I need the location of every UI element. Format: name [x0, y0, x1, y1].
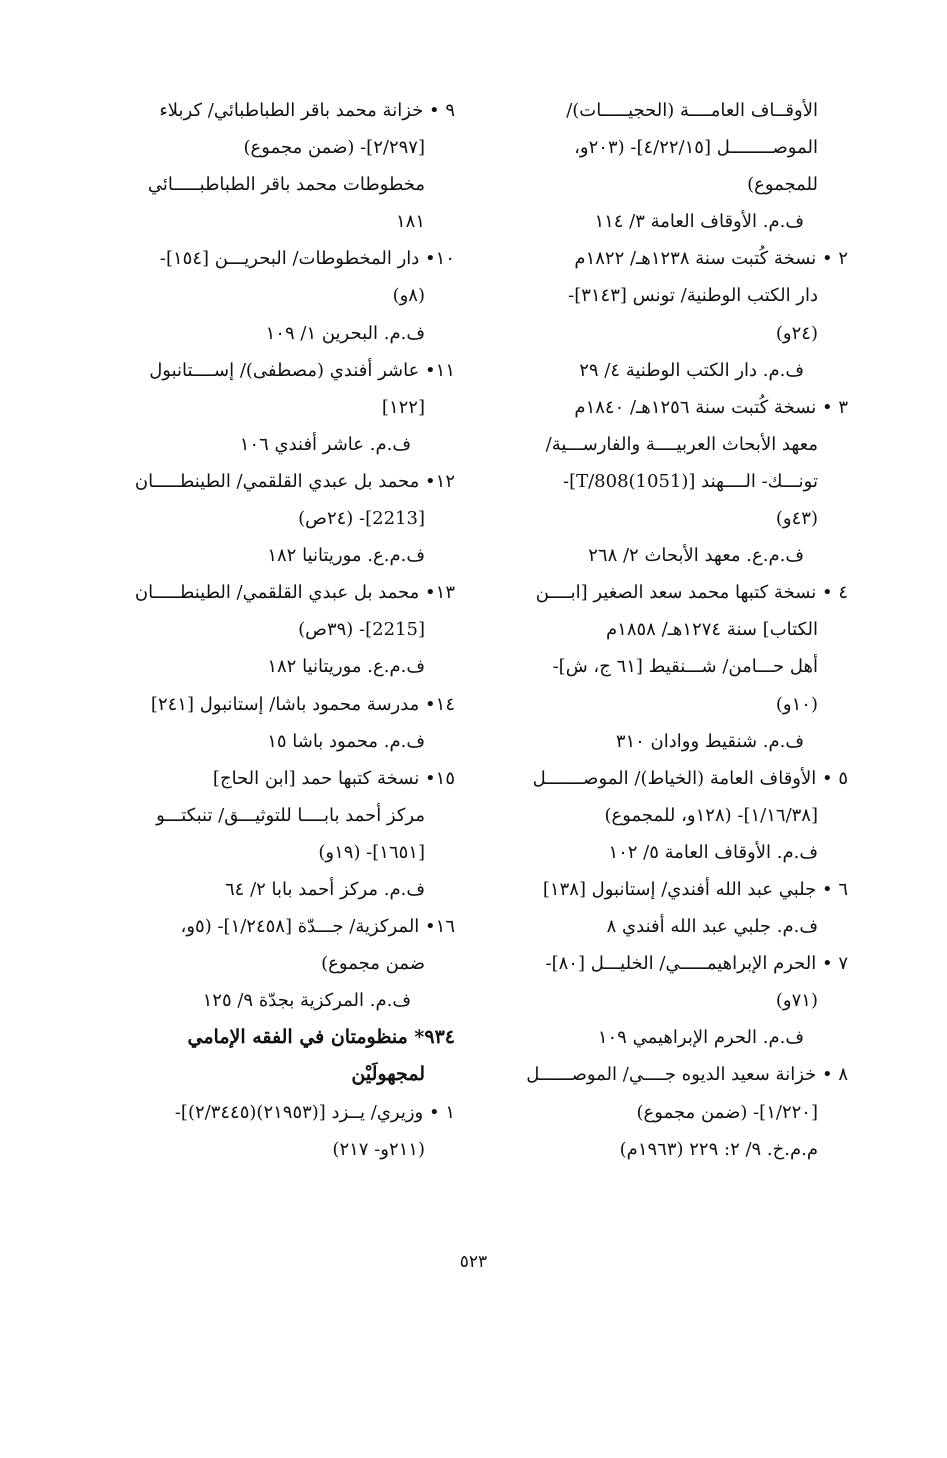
text-line: ف.م. المركزية بجدّة ٩/ ١٢٥: [202, 990, 411, 1012]
text-line: ف.م.ع. معهد الأبحاث ٢/ ٢٦٨: [588, 545, 804, 567]
text-line: [١/٢٢٠]- (ضمن مجموع): [636, 1101, 818, 1123]
entry-heading-line: لمجهولَيْن: [351, 1063, 425, 1086]
text-line: الكتاب] سنة ١٢٧٤هـ/ ١٨٥٨م: [606, 619, 818, 641]
text-line: ف.م. عاشر أفندي ١٠٦: [239, 433, 411, 455]
text-line: مخطوطات محمد باقر الطباطبـــــائي: [147, 174, 425, 196]
text-line: معهد الأبحاث العربيــــة والفارســـية/: [545, 433, 818, 455]
text-line: ١٦• المركزية/ جـــدّة [١/٢٤٥٨]- (٥و،: [180, 916, 455, 938]
text-line: ف.م. جلبي عبد الله أفندي ٨: [606, 916, 818, 938]
text-line: دار الكتب الوطنية/ تونس [٣١٤٣]-: [568, 285, 818, 307]
text-line: [١٦٥١]- (١٩و): [318, 841, 425, 863]
text-line: ف.م. الأوقاف العامة ٥/ ١٠٢: [608, 841, 818, 863]
text-line: الموصــــــــل [٤/٢٢/١٥]- (٢٠٣و،: [574, 137, 818, 159]
text-line: ١ • وزيري/ يــزد [(٢١٩٥٣)(٢/٣٤٤٥)]-: [174, 1101, 455, 1123]
text-line: (١٠و): [775, 693, 818, 715]
text-line: ١٥• نسخة كتبها حمد [ابن الحاج]: [212, 767, 455, 789]
text-line: م.م.خ. ٩/ ٢: ٢٢٩ (١٩٦٣م): [619, 1138, 818, 1160]
text-line: تونـــك- الــــهند [T/808(1051)]-: [562, 470, 818, 492]
text-line: [2215]- (٣٩ص): [298, 619, 425, 641]
text-line: للمجموع): [747, 174, 818, 196]
text-line: ٧ • الحرم الإبراهيمـــــي/ الخليـــل [٨٠]-: [545, 953, 848, 975]
text-line: (٨و): [392, 285, 425, 307]
text-line: [2213]- (٢٤ص): [298, 508, 425, 530]
text-line: [١٢٢]: [381, 396, 425, 418]
text-line: ضمن مجموع): [321, 953, 425, 975]
text-line: ٢ • نسخة كُتبت سنة ١٢٣٨هـ/ ١٨٢٢م: [574, 248, 848, 270]
text-line: [٢/٢٩٧]- (ضمن مجموع): [243, 137, 425, 159]
text-line: ٩ • خزانة محمد باقر الطباطبائي/ كربلاء: [159, 100, 455, 121]
text-line: ف.م.ع. موريتانيا ١٨٢: [267, 545, 425, 567]
text-line: ف.م. مركز أحمد بابا ٢/ ٦٤: [225, 878, 425, 900]
text-line: ف.م.ع. موريتانيا ١٨٢: [267, 656, 425, 678]
entry-heading-line: ٩٣٤* منظومتان في الفقه الإمامي: [187, 1026, 455, 1049]
text-line: ١٢• محمد بل عبدي القلقمي/ الطينطـــــان: [134, 470, 455, 492]
text-line: ف.م. الأوقاف العامة ٣/ ١١٤: [594, 211, 804, 233]
page-number: ٥٢٣: [459, 1252, 488, 1272]
text-line: ف.م. محمود باشا ١٥: [267, 730, 425, 752]
left-column: [95, 92, 455, 1168]
text-line: (٢١١و- ٢١٧): [332, 1138, 425, 1160]
text-line: (٧١و): [775, 990, 818, 1012]
text-line: (٤٣و): [775, 508, 818, 530]
text-line: ٣ • نسخة كُتبت سنة ١٢٥٦هـ/ ١٨٤٠م: [574, 396, 848, 418]
text-line: (٢٤و): [775, 322, 818, 344]
text-line: مركز أحمد بابــــا للتوثيـــق/ تنبكتـــو: [156, 804, 425, 826]
text-line: أهل حـــامن/ شـــنقيط [٦١ ج، ش]-: [552, 656, 818, 678]
text-line: ف.م. الحرم الإبراهيمي ١٠٩: [597, 1027, 804, 1049]
text-line: ١١• عاشر أفندي (مصطفى)/ إســــتانبول: [149, 359, 455, 381]
text-line: الأوقــاف العامــــة (الحجيـــــات)/: [566, 100, 818, 121]
text-line: ٨ • خزانة سعيد الديوه جــــي/ الموصــــــل: [526, 1064, 848, 1086]
text-line: ١٨١: [395, 211, 425, 233]
text-line: ٤ • نسخة كتبها محمد سعد الصغير [ابــــن: [535, 582, 848, 604]
text-line: ١٠• دار المخطوطات/ البحريـــن [١٥٤]-: [159, 248, 455, 270]
text-line: ف.م. البحرين ١/ ١٠٩: [265, 322, 425, 344]
text-line: ف.م. دار الكتب الوطنية ٤/ ٢٩: [579, 359, 804, 381]
text-line: ١٣• محمد بل عبدي القلقمي/ الطينطـــــان: [134, 582, 455, 604]
text-line: [١/١٦/٣٨]- (١٢٨و، للمجموع): [604, 804, 818, 826]
text-line: ف.م. شنقيط ووادان ٣١٠: [615, 730, 804, 752]
text-line: ١٤• مدرسة محمود باشا/ إستانبول [٢٤١]: [150, 693, 455, 715]
text-line: ٦ • جلبي عبد الله أفندي/ إستانبول [١٣٨]: [542, 878, 848, 900]
text-line: ٥ • الأوقاف العامة (الخياط)/ الموصـــــــل: [532, 767, 848, 789]
right-column: [488, 92, 848, 1168]
